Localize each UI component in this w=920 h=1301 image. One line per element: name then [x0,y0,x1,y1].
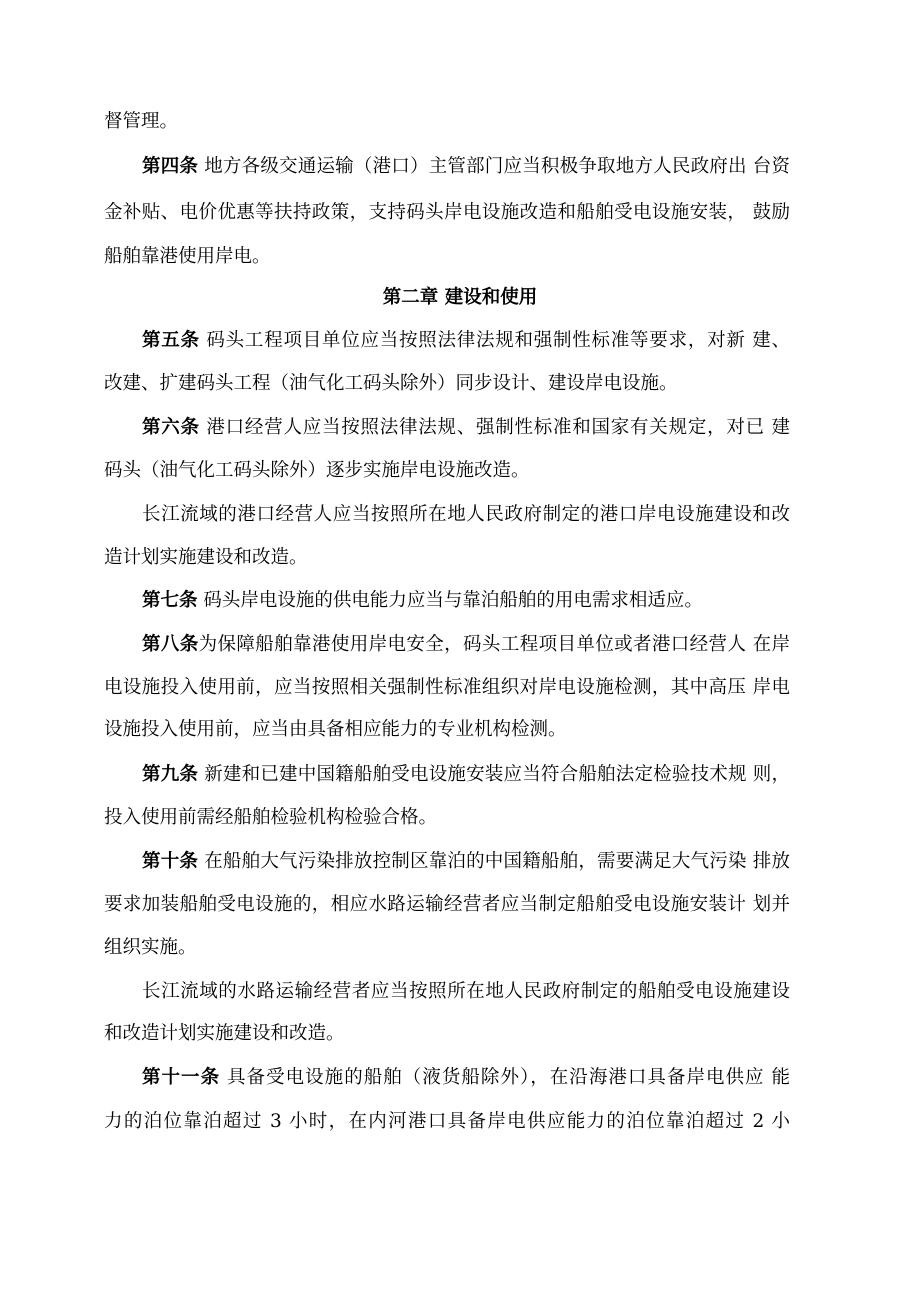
article-9-line-1 [142,763,790,787]
article-5-label: 第五条 [142,330,200,351]
article-4-line-2: 金补贴、电价优惠等扶持政策，支持码头岸电设施改造和船舶受电设施安装， 鼓励 [104,202,790,223]
article-7-line-1 [142,589,703,613]
article-6-text-1: 港口经营人应当按照法律法规、强制性标准和国家有关规定，对已 建 [206,417,790,438]
article-9-text-1: 新建和已建中国籍船舶受电设施安装应当符合船舶法定检验技术规 则， [204,764,790,785]
article-10-label: 第十条 [142,851,199,872]
article-5-line-1 [142,329,790,353]
yangtze-water-line-2: 和改造计划实施建设和改造。 [104,1023,345,1044]
article-7-text-1: 码头岸电设施的供电能力应当与靠泊船舶的用电需求相适应。 [203,590,703,611]
chapter-heading: 第二章 建设和使用 [382,287,538,308]
article-5-text-1: 码头工程项目单位应当按照法律法规和强制性标准等要求，对新 建、 [206,330,790,351]
yangtze-port-line-1: 长江流域的港口经营人应当按照所在地人民政府制定的港口岸电设施建设和改 [142,504,790,525]
continuation-text: 督管理。 [104,111,179,132]
article-10-line-1 [142,850,790,874]
article-5-line-2: 改建、扩建码头工程（油气化工码头除外）同步设计、建设岸电设施。 [104,373,678,394]
article-10-line-2: 要求加装船舶受电设施的，相应水路运输经营者应当制定船舶受电设施安装计 划并 [104,894,790,915]
article-4-line-3: 船舶靠港使用岸电。 [104,246,271,267]
article-4-label: 第四条 [142,156,199,177]
article-6-line-1 [142,416,790,440]
yangtze-water-line-1: 长江流域的水路运输经营者应当按照所在地人民政府制定的船舶受电设施建设 [142,981,790,1002]
article-11-line-1 [142,1066,790,1090]
article-11-line-2: 力的泊位靠泊超过 3 小时，在内河港口具备岸电供应能力的泊位靠泊超过 2 小 [104,1111,790,1132]
article-6-label: 第六条 [142,417,200,438]
article-8-text-1: 为保障船舶靠港使用岸电安全，码头工程项目单位或者港口经营人 在岸 [198,634,790,655]
article-6-line-2: 码头（油气化工码头除外）逐步实施岸电设施改造。 [104,460,530,481]
article-4-text-1: 地方各级交通运输（港口）主管部门应当积极争取地方人民政府出 台资 [204,156,790,177]
article-8-line-2: 电设施投入使用前，应当按照相关强制性标准组织对岸电设施检测，其中高压 岸电 [104,677,790,698]
yangtze-port-line-2: 造计划实施建设和改造。 [104,547,308,568]
article-9-line-2: 投入使用前需经船舶检验机构检验合格。 [104,807,438,828]
article-11-text-1: 具备受电设施的船舶（液货船除外），在沿海港口具备岸电供应 能 [227,1067,790,1088]
article-10-text-1: 在船舶大气污染排放控制区靠泊的中国籍船舶，需要满足大气污染 排放 [204,851,790,872]
article-8-line-1 [142,633,790,657]
article-4-line-1 [142,155,790,179]
article-8-label: 第八条 [142,634,199,655]
article-8-line-3: 设施投入使用前，应当由具备相应能力的专业机构检测。 [104,719,567,740]
article-10-line-3: 组织实施。 [104,937,197,958]
article-9-label: 第九条 [142,764,199,785]
article-11-label: 第十一条 [142,1067,221,1088]
article-7-label: 第七条 [142,590,198,611]
